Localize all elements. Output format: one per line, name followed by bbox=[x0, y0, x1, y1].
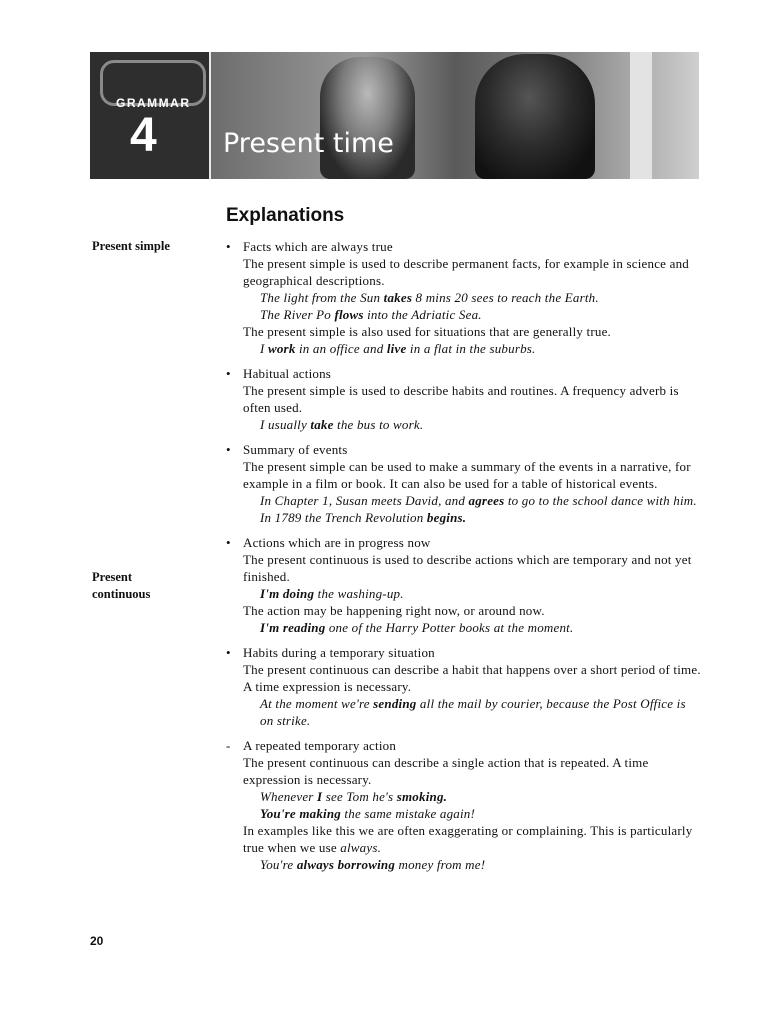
banner-divider bbox=[209, 52, 211, 179]
bullet-icon: • bbox=[226, 535, 231, 550]
side-label-present-continuous: Present continuous bbox=[92, 570, 151, 601]
example: You're always borrowing money from me! bbox=[260, 857, 486, 872]
item-text: The present simple is also used for situations that are generally true. bbox=[243, 324, 611, 339]
item-text: The present continuous is used to describe actions which are temporary and not yet finished. bbox=[243, 552, 692, 584]
item-text: The present simple can be used to make a summary of the events in a narrative, for example in a film or book. It can also be used for a table of historical events. bbox=[243, 459, 691, 491]
item-title: Actions which are in progress now bbox=[243, 535, 431, 550]
side-label-present-simple: Present simple bbox=[92, 239, 170, 253]
item-title: Summary of events bbox=[243, 442, 348, 457]
item-title: Habits during a temporary situation bbox=[243, 645, 435, 660]
bullet-icon: • bbox=[226, 645, 231, 660]
dash-icon: - bbox=[226, 738, 231, 753]
list-item bbox=[226, 534, 701, 636]
example: I usually take the bus to work. bbox=[260, 417, 424, 432]
list-item bbox=[226, 644, 701, 729]
item-text: In examples like this we are often exaggerating or complaining. This is particularly true when we use always. bbox=[243, 823, 693, 855]
example: I work in an office and live in a flat in the suburbs. bbox=[260, 341, 536, 356]
item-title: A repeated temporary action bbox=[243, 738, 397, 753]
header-banner bbox=[90, 52, 699, 179]
list-item bbox=[226, 737, 701, 873]
example: The light from the Sun takes 8 mins 20 sees to reach the Earth. bbox=[260, 290, 599, 305]
page-number: 20 bbox=[90, 934, 104, 948]
example: I'm doing the washing-up. bbox=[260, 586, 404, 601]
unit-title: Present time bbox=[223, 128, 394, 159]
item-text: The present simple is used to describe habits and routines. A frequency adverb is often used. bbox=[243, 383, 679, 415]
explanations-content bbox=[226, 238, 701, 881]
bullet-icon: • bbox=[226, 239, 231, 254]
list-item bbox=[226, 238, 701, 357]
item-text: The action may be happening right now, or around now. bbox=[243, 603, 545, 618]
photo-figure-right bbox=[475, 54, 595, 179]
item-text: The present continuous can describe a single action that is repeated. A time expression is necessary. bbox=[243, 755, 649, 787]
item-title: Habitual actions bbox=[243, 366, 332, 381]
photo-pole bbox=[630, 52, 652, 179]
bullet-icon: • bbox=[226, 442, 231, 457]
unit-number: 4 bbox=[130, 109, 157, 162]
example: The River Po flows into the Adriatic Sea. bbox=[260, 307, 482, 322]
list-item bbox=[226, 365, 701, 433]
example: Whenever I see Tom he's smoking. bbox=[260, 789, 448, 804]
photo-figure-left bbox=[320, 57, 415, 179]
grammar-label: GRAMMAR bbox=[116, 96, 191, 110]
example: I'm reading one of the Harry Potter books at the moment. bbox=[260, 620, 574, 635]
list-item bbox=[226, 441, 701, 526]
item-title: Facts which are always true bbox=[243, 239, 393, 254]
section-heading: Explanations bbox=[226, 205, 345, 226]
item-text: The present continuous can describe a habit that happens over a short period of time. A time expression is necessary. bbox=[243, 662, 701, 694]
bullet-icon: • bbox=[226, 366, 231, 381]
example: In Chapter 1, Susan meets David, and agrees to go to the school dance with him. bbox=[260, 493, 697, 508]
example: You're making the same mistake again! bbox=[260, 806, 476, 821]
item-text: The present simple is used to describe permanent facts, for example in science and geographical descriptions. bbox=[243, 256, 689, 288]
example: In 1789 the Trench Revolution begins. bbox=[260, 510, 467, 525]
example: At the moment we're sending all the mail by courier, because the Post Office is on strike. bbox=[260, 696, 686, 728]
